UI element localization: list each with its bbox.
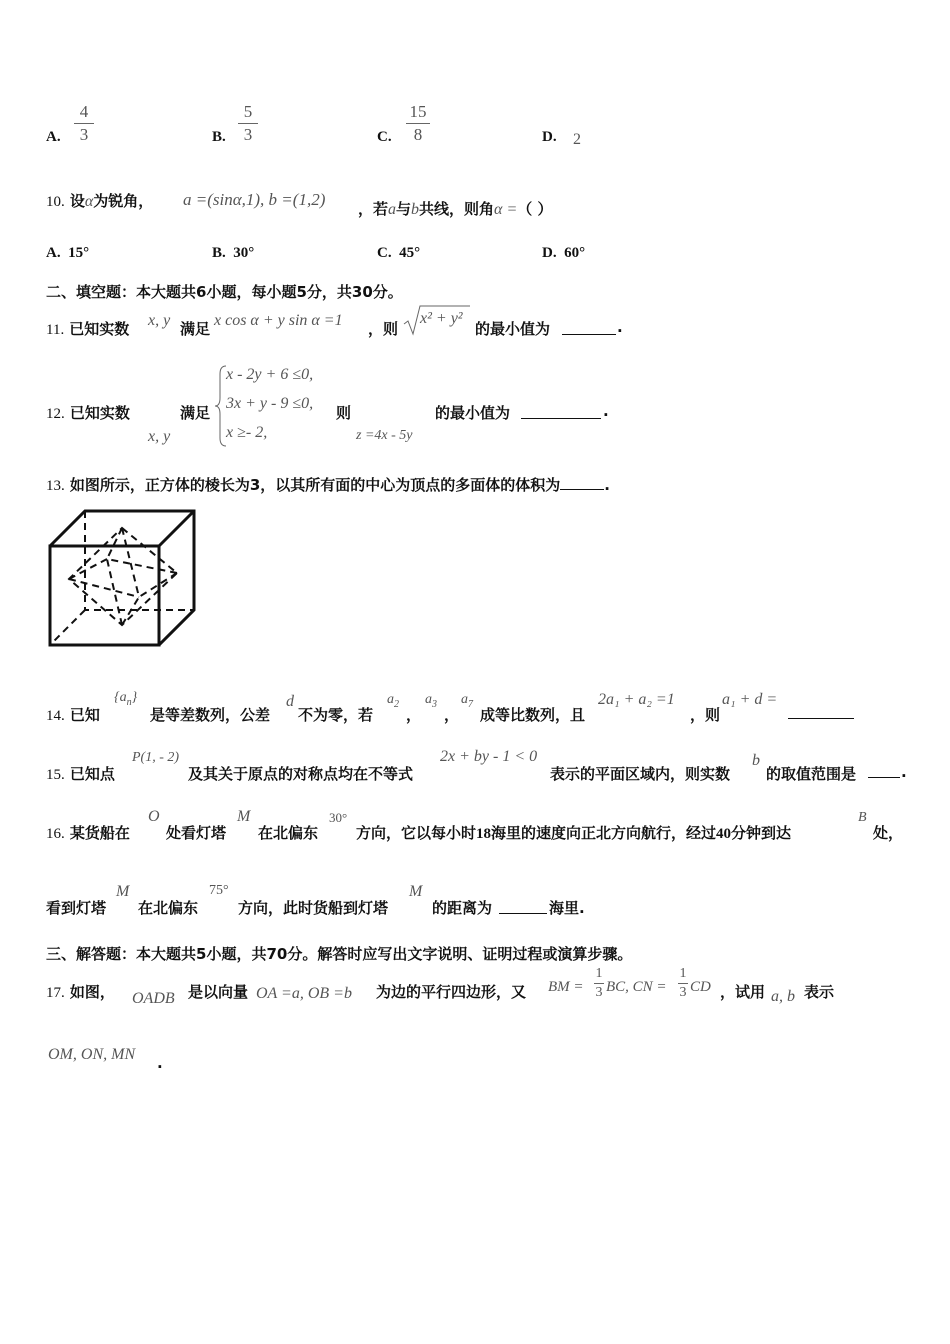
q17-ab: a, b [771, 988, 795, 1005]
q17-vectors: OA =a, OB =b [256, 985, 352, 1002]
section-2-title: 二、填空题：本大题共6小题，每小题5分，共30分。 [46, 283, 403, 301]
q15-b: b [752, 752, 760, 769]
question-17: 17. 如图， [46, 983, 115, 1001]
q12-constraint-2: 3x + y - 9 ≤0, [226, 395, 314, 412]
q9-option-a-fraction: 4 3 [74, 102, 94, 145]
q12-vars: x, y [148, 428, 171, 445]
q16-lighthouse-m-3: M [409, 883, 423, 900]
q17-fraction-1: 1 3 [595, 966, 603, 1000]
q16-point-b: B [858, 810, 867, 825]
q12-constraint-1: x - 2y + 6 ≤0, [226, 366, 314, 383]
q17-targets: OM, ON, MN [48, 1046, 136, 1063]
q12-answer-blank[interactable] [521, 402, 601, 419]
q16-point-o: O [148, 808, 160, 825]
q10-option-d: D. 60° [542, 245, 586, 261]
question-11: 11. 已知实数 [46, 320, 130, 338]
q14-sequence: $\{a_n\}$ [114, 690, 138, 708]
question-13: 13. 如图所示，正方体的棱长为3，以其所有面的中心为顶点的多面体的体积为 . [46, 476, 610, 494]
q11-equation: x cos α + y sin α =1 [214, 312, 343, 329]
q14-a2: $a_2$ [387, 692, 399, 710]
q17-bm: BM = [548, 979, 584, 995]
q17-parallelogram: OADB [132, 990, 175, 1007]
q17-bc-cn: BC, CN = [606, 979, 667, 995]
q16-lighthouse-m-2: M [116, 883, 130, 900]
q14-d: d [286, 693, 294, 710]
q10-vectors: a =(sinα,1), b =(1,2) [183, 190, 326, 209]
q12-constraint-3: x ≥- 2, [226, 424, 268, 441]
q14-answer-blank[interactable] [788, 702, 854, 719]
section-3-title: 三、解答题：本大题共5小题，共70分。解答时应写出文字说明、证明过程或演算步骤。 [46, 945, 633, 963]
question-10: 10. 设α为锐角， [46, 192, 154, 210]
cube-octahedron-figure [46, 507, 200, 649]
q9-option-a-label: A. [46, 129, 61, 145]
q13-answer-blank[interactable] [560, 475, 604, 490]
q17-fraction-2: 1 3 [679, 966, 687, 1000]
q9-option-b-fraction: 5 3 [238, 102, 258, 145]
q10-option-a: A. 15° [46, 245, 90, 261]
q16-angle-1: 30° [329, 810, 348, 825]
question-15: 15. 已知点 [46, 765, 115, 783]
q9-option-c-label: C. [377, 129, 392, 145]
q16-angle-2: 75° [209, 883, 229, 898]
q10-number: 10. [46, 194, 65, 210]
q9-option-c-fraction: 15 8 [406, 102, 430, 145]
question-16: 16. 某货船在 [46, 824, 130, 842]
q12-objective: z =4x - 5y [356, 428, 413, 443]
q9-option-b-label: B. [212, 129, 226, 145]
q17-cd: CD [690, 979, 711, 995]
q9-option-d-label: D. [542, 129, 557, 145]
q15-answer-blank[interactable] [868, 761, 900, 778]
q14-a7: $a_7$ [461, 692, 473, 710]
q10-option-b: B. 30° [212, 245, 255, 261]
question-12: 12. 已知实数 [46, 404, 130, 422]
q11-answer-blank[interactable] [562, 318, 616, 335]
q14-a3: $a_3$ [425, 692, 437, 710]
q16-lighthouse-m: M [237, 808, 251, 825]
q10-option-c: C. 45° [377, 245, 421, 261]
q9-option-d-value: 2 [573, 131, 581, 148]
q16-answer-blank[interactable] [499, 897, 547, 914]
q11-expr: x² + y² [420, 310, 463, 327]
question-14: 14. 已知 [46, 706, 100, 724]
q11-sqrt [403, 304, 471, 340]
q10-rest: ，若a与b共线，则角α =（ ） [358, 200, 553, 218]
q14-answer-expr: a₁ + d = [722, 691, 778, 708]
q15-point: P(1, - 2) [132, 750, 180, 765]
q16-line1-rest: 方向，它以每小时18海里的速度向正北方向航行，经过40分钟到达 [356, 824, 792, 842]
q14-equation: 2a₁ + a₂ =1 [598, 691, 675, 708]
q11-vars: x, y [148, 312, 171, 329]
q15-inequality: 2x + by - 1 < 0 [440, 748, 538, 765]
